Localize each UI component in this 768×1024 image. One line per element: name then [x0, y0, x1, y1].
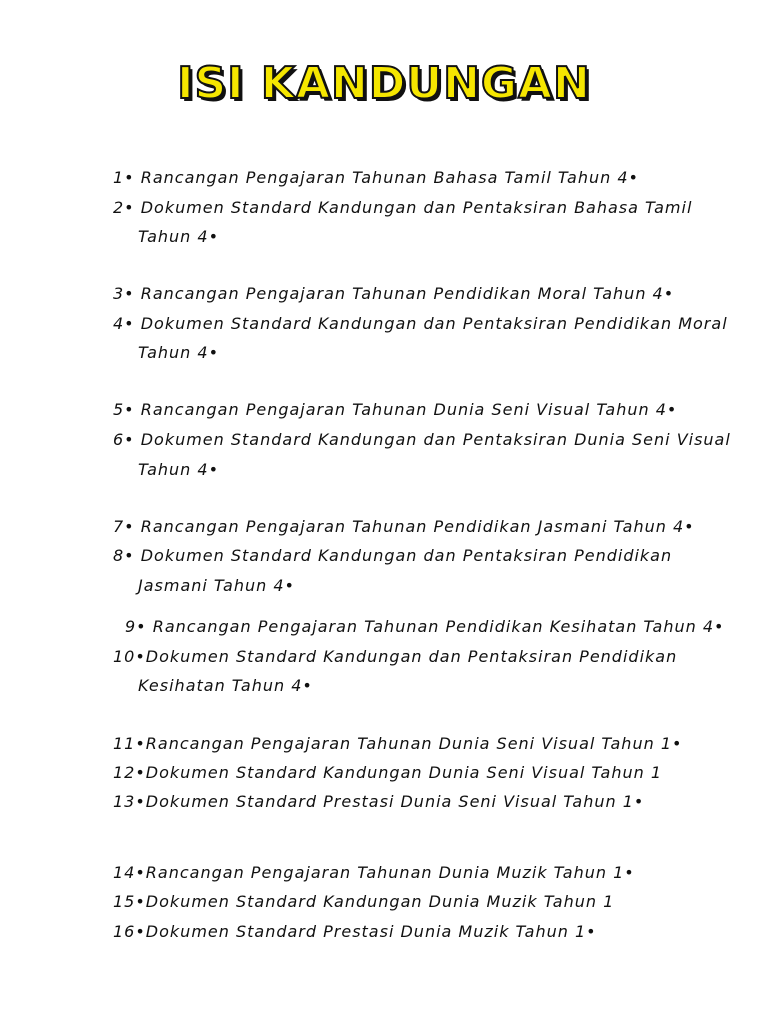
toc-item-6: 6• Dokumen Standard Kandungan dan Pentaksiran Dunia Seni Visual	[113, 430, 731, 449]
toc-item-9: 9• Rancangan Pengajaran Tahunan Pendidikan Kesihatan Tahun 4•	[125, 617, 725, 636]
toc-item-14: 14•Rancangan Pengajaran Tahunan Dunia Muzik Tahun 1•	[113, 863, 635, 882]
toc-item-4: 4• Dokumen Standard Kandungan dan Pentaksiran Pendidikan Moral	[113, 314, 728, 333]
toc-item-10-cont: Kesihatan Tahun 4•	[138, 676, 313, 695]
toc-item-8: 8• Dokumen Standard Kandungan dan Pentaksiran Pendidikan	[113, 546, 673, 565]
page-title: ISI KANDUNGAN	[177, 58, 591, 109]
toc-item-11: 11•Rancangan Pengajaran Tahunan Dunia Seni Visual Tahun 1•	[113, 734, 683, 753]
toc-item-2: 2• Dokumen Standard Kandungan dan Pentaksiran Bahasa Tamil	[113, 198, 693, 217]
toc-item-16: 16•Dokumen Standard Prestasi Dunia Muzik Tahun 1•	[113, 922, 597, 941]
toc-item-12: 12•Dokumen Standard Kandungan Dunia Seni Visual Tahun 1	[113, 763, 663, 782]
toc-item-10: 10•Dokumen Standard Kandungan dan Pentaksiran Pendidikan	[113, 647, 678, 666]
toc-item-15: 15•Dokumen Standard Kandungan Dunia Muzik Tahun 1	[113, 892, 615, 911]
toc-item-2-cont: Tahun 4•	[138, 227, 220, 246]
toc-item-7: 7• Rancangan Pengajaran Tahunan Pendidikan Jasmani Tahun 4•	[113, 517, 695, 536]
toc-item-4-cont: Tahun 4•	[138, 343, 220, 362]
toc-item-3: 3• Rancangan Pengajaran Tahunan Pendidikan Moral Tahun 4•	[113, 284, 675, 303]
toc-item-6-cont: Tahun 4•	[138, 460, 220, 479]
toc-item-8-cont: Jasmani Tahun 4•	[138, 576, 295, 595]
toc-item-5: 5• Rancangan Pengajaran Tahunan Dunia Seni Visual Tahun 4•	[113, 400, 678, 419]
toc-item-1: 1• Rancangan Pengajaran Tahunan Bahasa Tamil Tahun 4•	[113, 168, 639, 187]
toc-item-13: 13•Dokumen Standard Prestasi Dunia Seni Visual Tahun 1•	[113, 792, 645, 811]
